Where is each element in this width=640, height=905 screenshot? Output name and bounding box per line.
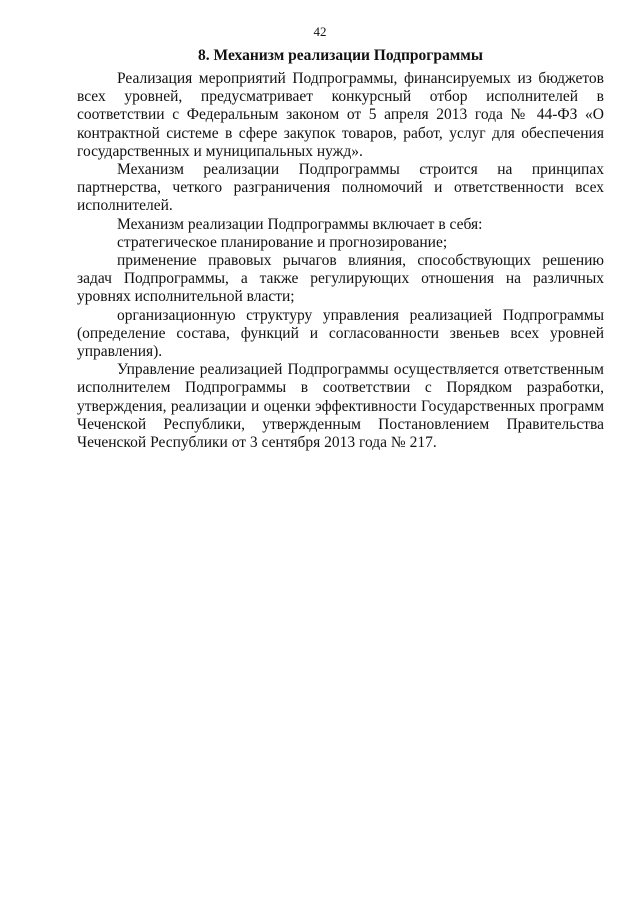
paragraph-procurement: Реализация мероприятий Подпрограммы, финансируемых из бюджетов всех уровней, предусматривает конкурсный отбор исполнителей в соответствии с Федеральным законом от 5 апреля 2013 года № 44-ФЗ «О контрактной системе в сфере закупок товаров, работ, услуг для обеспечения государственных и муниципальных нужд». bbox=[77, 70, 604, 160]
paragraph-management: Управление реализацией Подпрограммы осуществляется ответственным исполнителем Подпрограммы в соответствии с Порядком разработки, утверждения, реализации и оценки эффективности Государственных программ Чеченской Республики, утвержденным Постановлением Правительства Чеченской Республики от 3 сентября 2013 года № 217. bbox=[77, 361, 604, 452]
list-item-organizational-structure: организационную структуру управления реализацией Подпрограммы (определение состава, функций и согласованности звеньев всех уровней управления). bbox=[77, 306, 604, 361]
page-number: 42 bbox=[313, 24, 327, 39]
section-body bbox=[77, 70, 604, 452]
section-title: 8. Механизм реализации Подпрограммы bbox=[198, 47, 483, 64]
paragraph-mechanism-includes: Механизм реализации Подпрограммы включает в себя: bbox=[117, 215, 483, 233]
list-item-legal-levers: применение правовых рычагов влияния, способствующих решению задач Подпрограммы, а также регулирующих отношения на различных уровнях исполнительной власти; bbox=[77, 252, 604, 306]
list-item-strategic-planning: стратегическое планирование и прогнозирование; bbox=[117, 233, 448, 251]
paragraph-partnership-principles: Механизм реализации Подпрограммы строится на принципах партнерства, четкого разграничения полномочий и ответственности всех исполнителей. bbox=[77, 161, 604, 215]
